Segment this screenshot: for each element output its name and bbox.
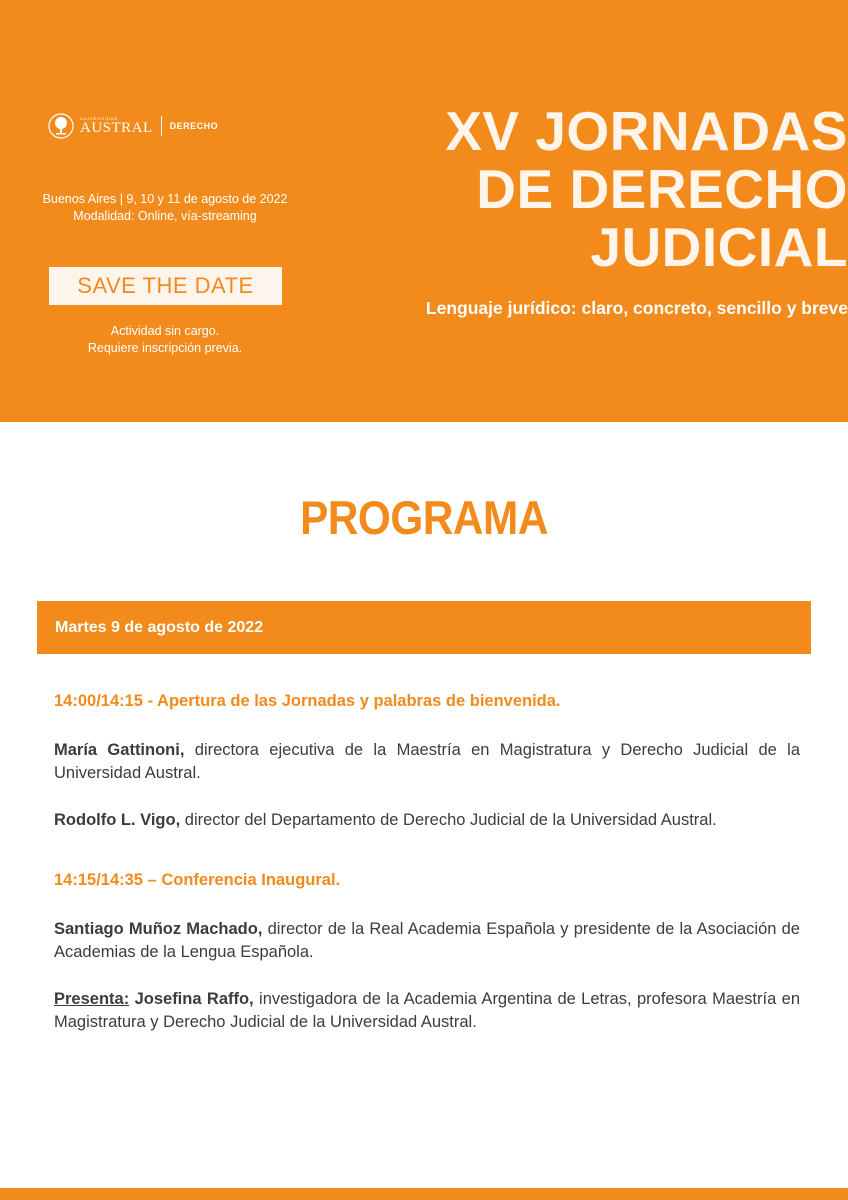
day-header bbox=[37, 601, 811, 654]
registration-note bbox=[40, 323, 290, 357]
title-line-1: XV JORNADAS bbox=[445, 100, 848, 162]
slot-title: 14:15/14:35 – Conferencia Inaugural. bbox=[54, 871, 341, 889]
speaker-name: María Gattinoni, bbox=[54, 741, 185, 759]
speaker-desc: investigadora de la Academia Argentina de Letras, profesora Maestría en Magistratura y Derecho Judicial de la Universidad Austral. bbox=[54, 990, 800, 1031]
speaker-desc: director del Departamento de Derecho Judicial de la Universidad Austral. bbox=[180, 811, 717, 829]
title-line-2: DE DERECHO bbox=[476, 158, 848, 220]
event-details bbox=[20, 191, 310, 225]
event-title bbox=[348, 102, 848, 276]
logo-divider bbox=[161, 116, 162, 136]
day-label: Martes 9 de agosto de 2022 bbox=[55, 618, 264, 636]
footer-bar bbox=[0, 1188, 848, 1200]
speaker-desc: directora ejecutiva de la Maestría en Magistratura y Derecho Judicial de la Universidad Austral. bbox=[54, 741, 800, 782]
speaker-name: Josefina Raffo, bbox=[129, 990, 254, 1008]
event-location-dates: Buenos Aires | 9, 10 y 11 de agosto de 2022 bbox=[42, 192, 288, 206]
speaker-entry bbox=[54, 809, 800, 832]
speaker-entry bbox=[54, 918, 800, 964]
logo-austral-label: AUSTRAL bbox=[80, 119, 153, 136]
slot-title: 14:00/14:15 - Apertura de las Jornadas y palabras de bienvenida. bbox=[54, 692, 561, 710]
speaker-name: Santiago Muñoz Machado, bbox=[54, 920, 263, 938]
university-logo bbox=[48, 110, 218, 142]
header-banner bbox=[0, 0, 848, 422]
logo-unit-label: DERECHO bbox=[169, 121, 219, 131]
note-registration: Requiere inscripción previa. bbox=[87, 341, 243, 355]
speaker-entry bbox=[54, 988, 800, 1034]
title-line-3: JUDICIAL bbox=[590, 216, 848, 278]
tree-seal-icon bbox=[48, 111, 74, 141]
note-free: Actividad sin cargo. bbox=[110, 324, 220, 338]
save-the-date-box: SAVE THE DATE bbox=[49, 267, 282, 305]
speaker-name: Rodolfo L. Vigo, bbox=[54, 811, 181, 829]
presenter-label: Presenta: bbox=[54, 990, 130, 1008]
speaker-desc: director de la Real Academia Española y presidente de la Asociación de Academias de la Lengua Española. bbox=[54, 920, 800, 961]
programa-heading: PROGRAMA bbox=[300, 491, 548, 544]
program-content bbox=[54, 690, 800, 1058]
speaker-entry bbox=[54, 739, 800, 785]
event-subtitle: Lenguaje jurídico: claro, concreto, sencillo y breve bbox=[425, 298, 848, 318]
logo-university-label: UNIVERSIDAD bbox=[80, 115, 119, 121]
event-modality: Modalidad: Online, vía-streaming bbox=[73, 209, 257, 223]
